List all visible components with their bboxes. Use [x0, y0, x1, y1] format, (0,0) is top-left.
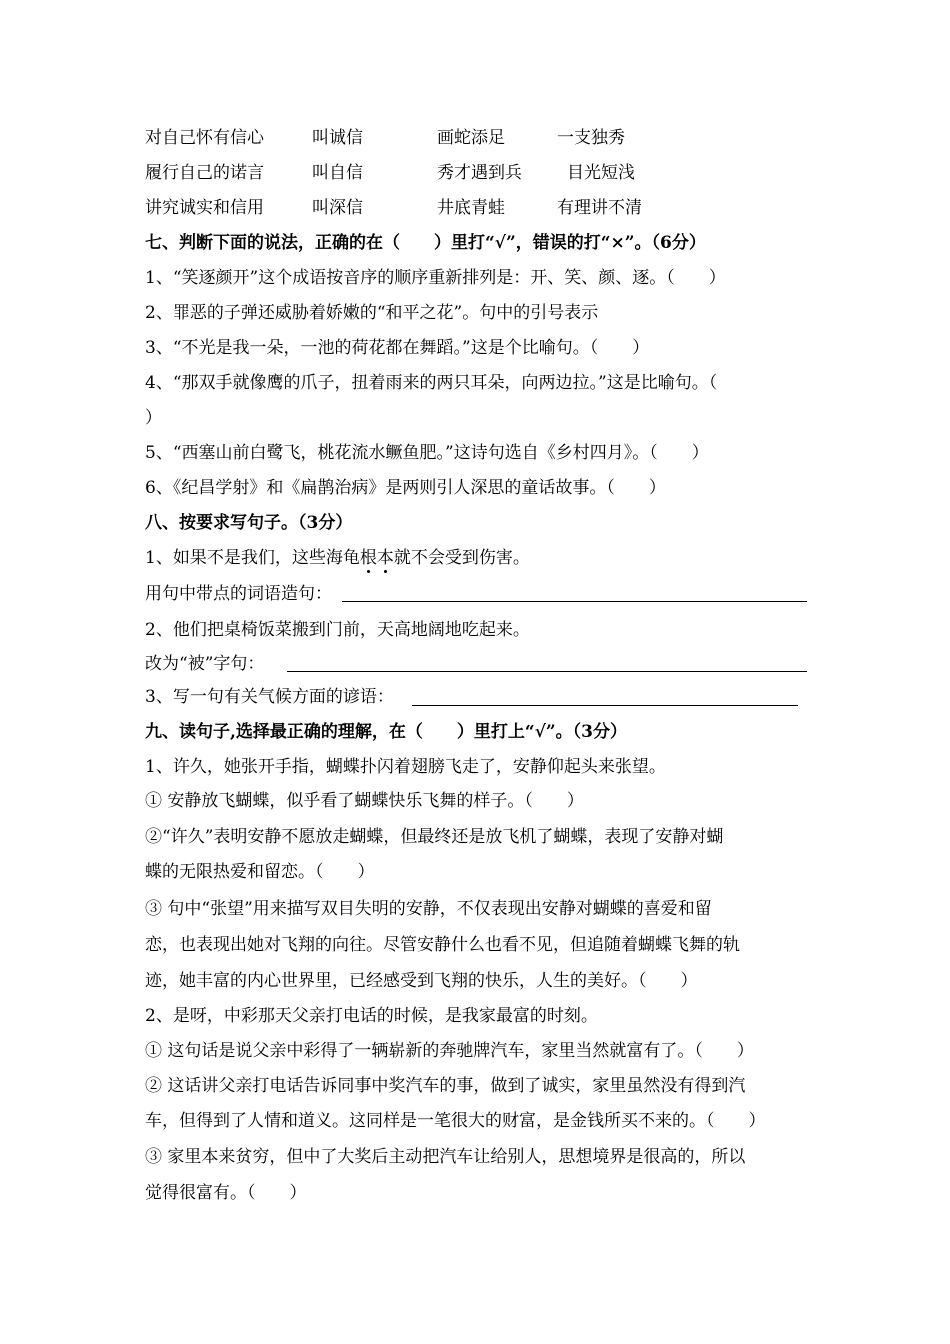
match-right-2: 目光短浅 [567, 163, 635, 183]
s9-q1-option-3: ③ 句中“张望”用来描写双目失明的安静，不仅表现出安静对蝴蝶的喜爱和留 [145, 899, 712, 919]
s9-q1-option-3-cont2: 迹，她丰富的内心世界里，已经感受到飞翔的快乐，人生的美好。（ ） [145, 971, 698, 991]
s9-q1-option-1: ① 安静放飞蝴蝶，似乎看了蝴蝶快乐飞舞的样子。（ ） [145, 791, 584, 811]
match-idiom-1: 画蛇添足 [437, 128, 505, 148]
s7-question-1: 1、“笑逐颜开”这个成语按音序的顺序重新排列是：开、笑、颜、逐。（ ） [145, 268, 726, 288]
emphasis-dot [384, 570, 387, 573]
answer-line-2[interactable] [287, 671, 807, 672]
match-mid-3: 叫深信 [312, 198, 363, 218]
match-mid-2: 叫自信 [312, 163, 363, 183]
emphasis-dot [367, 570, 370, 573]
s9-q2-option-1: ① 这句话是说父亲中彩得了一辆崭新的奔驰牌汽车，家里当然就富有了。（ ） [145, 1041, 754, 1061]
match-left-2: 履行自己的诺言 [145, 163, 264, 183]
match-mid-1: 叫诚信 [312, 128, 363, 148]
dotted-char-1 [360, 548, 377, 568]
s9-q1-option-2: ②“许久”表明安静不愿放走蝴蝶，但最终还是放飞机了蝴蝶，表现了安静对蝴 [145, 827, 724, 847]
s9-question-2: 2、是呀，中彩那天父亲打电话的时候，是我家最富的时刻。 [145, 1006, 598, 1026]
s8-question-2: 2、他们把桌椅饭菜搬到门前，天高地阔地吃起来。 [145, 620, 530, 640]
s7-question-4-cont: ） [145, 408, 162, 428]
s8-q1-suffix: 就不会受到伤害。 [393, 548, 530, 568]
s7-question-4: 4、“那双手就像鹰的爪子，扭着雨来的两只耳朵，向两边拉。”这是比喻句。（ [145, 373, 718, 393]
s7-question-5: 5、“西塞山前白鹭飞，桃花流水鳜鱼肥。”这诗句选自《乡村四月》。（ ） [145, 443, 709, 463]
answer-line-1[interactable] [342, 601, 807, 602]
section-9-title: 九、读句子,选择最正确的理解，在（ ）里打上“√”。（3分） [145, 722, 627, 742]
match-right-1: 一支独秀 [557, 128, 625, 148]
s7-question-6: 6、《纪昌学射》和《扁鹊治病》是两则引人深思的童话故事。（ ） [145, 478, 666, 498]
match-idiom-2: 秀才遇到兵 [437, 163, 522, 183]
s9-q1-option-2-cont: 蝶的无限热爱和留恋。（ ） [145, 862, 375, 882]
s8-question-1 [145, 547, 530, 569]
answer-line-3[interactable] [412, 705, 798, 706]
s9-q2-option-2: ② 这话讲父亲打电话告诉同事中奖汽车的事，做到了诚实，家里虽然没有得到汽 [145, 1076, 746, 1096]
match-left-1: 对自己怀有信心 [145, 128, 264, 148]
dotted-char-2 [377, 548, 394, 568]
dotted-char-text-1: 根 [359, 548, 377, 568]
s8-q1-task: 用句中带点的词语造句： [145, 584, 332, 604]
s7-question-3: 3、“不光是我一朵，一池的荷花都在舞蹈。”这是个比喻句。（ ） [145, 338, 650, 358]
s8-q2-task: 改为“被”字句： [145, 654, 265, 674]
match-left-3: 讲究诚实和信用 [145, 198, 264, 218]
s9-q2-option-2-cont: 车，但得到了人情和道义。这同样是一笔很大的财富，是金钱所买不来的。（ ） [145, 1111, 766, 1131]
section-8-title: 八、按要求写句子。（3分） [145, 513, 353, 533]
dotted-char-text-2: 本 [376, 548, 394, 568]
s7-question-2: 2、罪恶的子弹还威胁着娇嫩的“和平之花”。句中的引号表示 [145, 303, 599, 323]
match-idiom-3: 井底青蛙 [437, 198, 505, 218]
s9-q2-option-3-cont: 觉得很富有。（ ） [145, 1183, 307, 1203]
section-7-title: 七、判断下面的说法，正确的在（ ）里打“√”，错误的打“×”。（6分） [145, 233, 706, 253]
s9-q2-option-3: ③ 家里本来贫穷，但中了大奖后主动把汽车让给别人，思想境界是很高的，所以 [145, 1147, 746, 1167]
s8-question-3: 3、写一句有关气候方面的谚语： [145, 687, 394, 707]
s9-question-1: 1、许久，她张开手指，蝴蝶扑闪着翅膀飞走了，安静仰起头来张望。 [145, 757, 666, 777]
s8-q1-prefix: 1、如果不是我们，这些海龟 [145, 548, 360, 568]
match-right-3: 有理讲不清 [557, 198, 642, 218]
s9-q1-option-3-cont1: 恋，也表现出她对飞翔的向往。尽管安静什么也看不见，但追随着蝴蝶飞舞的轨 [145, 935, 740, 955]
